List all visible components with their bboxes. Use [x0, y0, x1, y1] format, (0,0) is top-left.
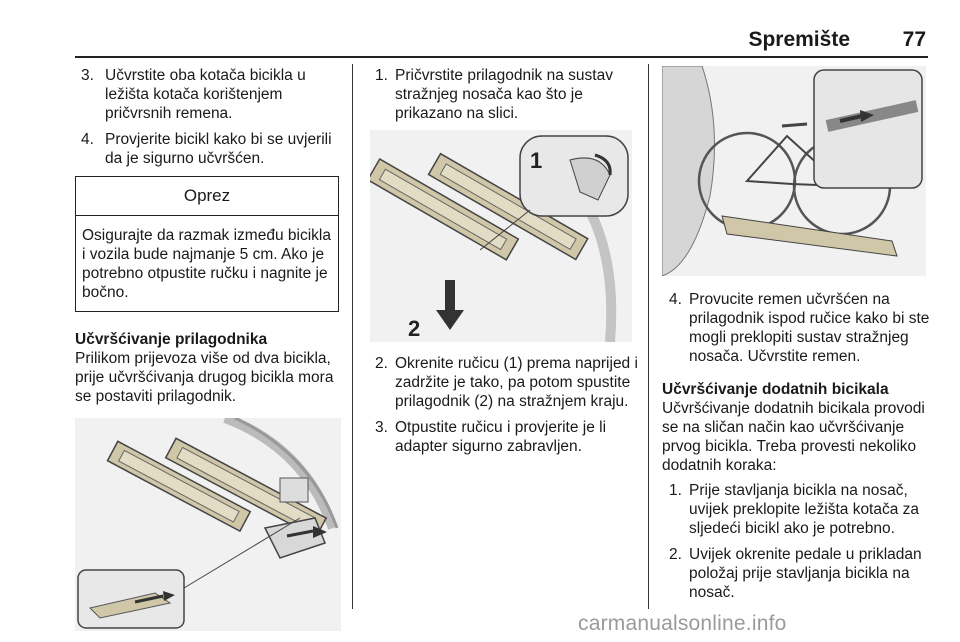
step-list	[370, 66, 638, 123]
step-list	[370, 354, 638, 456]
step-number: 3.	[375, 419, 388, 436]
step-text: Pričvrstite prilagodnik na sustav stražnjeg nosača kao što je prikazano na slici.	[395, 67, 613, 122]
lever-illustration	[370, 130, 632, 342]
page-number: 77	[902, 28, 926, 51]
step-list	[75, 66, 343, 168]
column-3	[662, 66, 930, 609]
list-item	[669, 481, 930, 538]
caution-box	[75, 176, 339, 312]
step-number: 1.	[375, 67, 388, 84]
list-item	[81, 130, 343, 168]
list-item	[375, 66, 638, 123]
step-text: Prije stavljanja bicikla na nosač, uvijek preklopite ležišta kotača za sljedeći bicikl ako je potrebno.	[689, 482, 920, 537]
section-heading: Učvršćivanje dodatnih bicikala	[662, 381, 889, 398]
step-list	[662, 481, 930, 602]
page-title: Spremište	[748, 28, 850, 51]
callout-label-2: 2	[408, 316, 421, 341]
step-number: 2.	[375, 355, 388, 372]
watermark: carmanualsonline.info	[578, 612, 787, 635]
column-2	[370, 66, 638, 463]
step-text: Otpustite ručicu i provjerite je li adapter sigurno zabravljen.	[395, 419, 607, 455]
step-number: 4.	[669, 291, 682, 308]
adapter-illustration	[75, 418, 341, 631]
section-paragraph: Prilikom prijevoza više od dva bicikla, prije učvršćivanja drugog bicikla mora se postaviti prilagodnik.	[75, 350, 334, 405]
bike-carrier-illustration	[662, 66, 926, 276]
step-text: Učvrstite oba kotača bicikla u ležišta kotača korištenjem pričvrsnih remena.	[105, 67, 306, 122]
step-text: Provucite remen učvršćen na prilagodnik ispod ručice kako bi ste mogli preklopiti sustav stražnjeg nosača. Učvrstite remen.	[689, 291, 930, 365]
list-item	[669, 290, 930, 366]
step-list	[662, 290, 930, 366]
callout-label-1: 1	[530, 148, 543, 173]
column-divider-2	[648, 64, 649, 609]
column-1	[75, 66, 343, 631]
caution-text: Osigurajte da razmak između bicikla i vozila bude najmanje 5 cm. Ako je potrebno otpustite ručku i nagnite je bočno.	[82, 227, 331, 301]
column-divider-1	[352, 64, 353, 609]
step-text: Provjerite bicikl kako bi se uvjerili da je sigurno učvršćen.	[105, 131, 332, 167]
step-number: 2.	[669, 546, 682, 563]
step-number: 3.	[81, 67, 94, 84]
step-text: Okrenite ručicu (1) prema naprijed i zadržite je tako, pa potom spustite prilagodnik (2) na stražnjem kraju.	[395, 355, 638, 410]
caution-title: Oprez	[76, 177, 338, 216]
header-divider	[75, 56, 928, 58]
step-number: 1.	[669, 482, 682, 499]
list-item	[375, 354, 638, 411]
list-item	[669, 545, 930, 602]
list-item	[81, 66, 343, 123]
list-item	[375, 418, 638, 456]
section-paragraph: Učvršćivanje dodatnih bicikala provodi se na sličan način kao učvršćivanje prvog bicikla. Treba provesti nekoliko dodatnih koraka:	[662, 400, 925, 474]
step-number: 4.	[81, 131, 94, 148]
section-heading: Učvršćivanje prilagodnika	[75, 331, 268, 348]
step-text: Uvijek okrenite pedale u prikladan položaj prije stavljanja bicikla na nosač.	[689, 546, 922, 601]
